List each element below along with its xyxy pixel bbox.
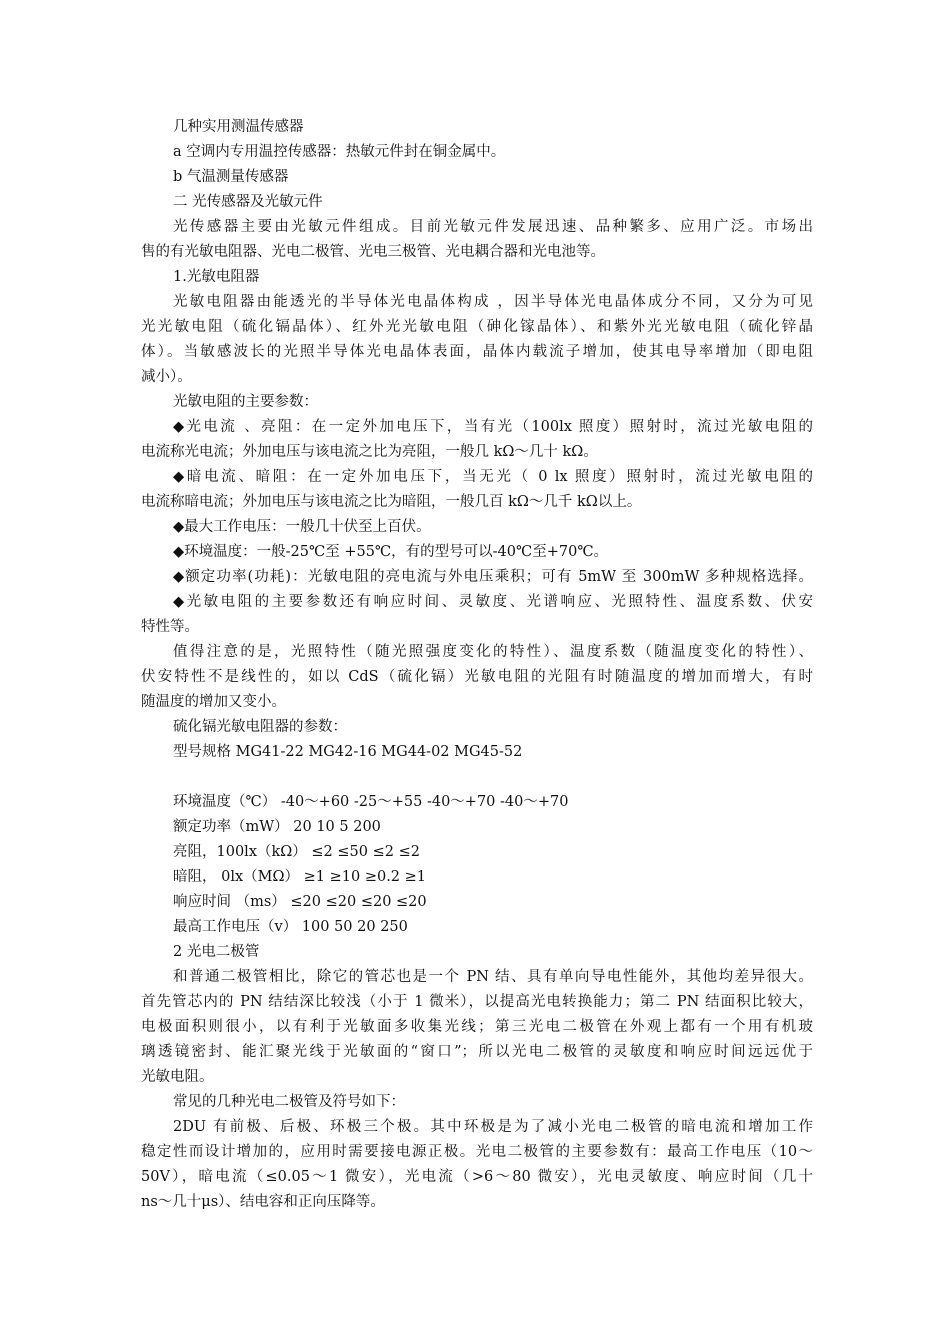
paragraph-line: 光敏电阻的主要参数： (173, 394, 318, 410)
bullet-line: ◆最大工作电压：一般几十伏至上百伏。 (173, 519, 431, 535)
paragraph-line: 光传感器主要由光敏元件组成。目前光敏元件发展迅速、品种繁多、应用广泛。市场出 (173, 219, 813, 235)
paragraph-line: 减小）。 (141, 369, 192, 385)
paragraph-line: 电极面积则很小，以有利于光敏面多收集光线；第三光电二极管在外观上都有一个用有机玻 (141, 1019, 813, 1035)
paragraph-line: a 空调内专用温控传感器：热敏元件封在铜金属中。 (173, 144, 506, 160)
bullet-line: ◆环境温度：一般-25℃至 +55℃，有的型号可以-40℃至+70℃。 (173, 544, 609, 560)
bullet-line: ◆光敏电阻的主要参数还有响应时间、灵敏度、光谱响应、光照特性、温度系数、伏安 (173, 594, 813, 610)
paragraph-line: ns～几十μs）、结电容和正向压降等。 (141, 1194, 385, 1210)
spec-table-row: 最高工作电压（v） 100 50 20 250 (173, 919, 408, 935)
spec-table-row: 暗阻， 0lx（MΩ） ≥1 ≥10 ≥0.2 ≥1 (173, 869, 427, 885)
subsection-heading: 1.光敏电阻器 (173, 269, 260, 285)
paragraph-line: 常见的几种光电二极管及符号如下： (173, 1094, 405, 1110)
spec-table-header: 型号规格 MG41-22 MG42-16 MG44-02 MG45-52 (173, 744, 523, 760)
paragraph-line: 首先管芯内的 PN 结结深比较浅（小于 1 微米），以提高光电转换能力；第二 PN 结面积比较大， (141, 994, 813, 1010)
paragraph-line: 光光敏电阻（硫化镉晶体）、红外光光敏电阻（砷化镓晶体）、和紫外光光敏电阻（硫化锌晶 (141, 319, 813, 335)
bullet-line: 特性等。 (141, 619, 199, 635)
paragraph-line: 50V），暗电流（≤0.05～1 微安），光电流（>6～80 微安），光电灵敏度、响应时间（几十 (141, 1169, 813, 1185)
paragraph-line: 伏安特性不是线性的，如以 CdS（硫化镉）光敏电阻的光阻有时随温度的增加而增大，有时 (141, 669, 813, 685)
section-title: 几种实用测温传感器 (173, 119, 304, 135)
paragraph-line: 售的有光敏电阻器、光电二极管、光电三极管、光电耦合器和光电池等。 (141, 244, 605, 260)
paragraph-line: 2DU 有前极、后极、环极三个极。其中环极是为了减小光电二极管的暗电流和增加工作 (173, 1119, 813, 1135)
paragraph-line: 稳定性而设计增加的，应用时需要接电源正极。光电二极管的主要参数有：最高工作电压（10～ (141, 1144, 813, 1160)
section-heading: 二 光传感器及光敏元件 (173, 194, 323, 210)
bullet-line: 电流称暗电流；外加电压与该电流之比为暗阻，一般几百 kΩ～几千 kΩ以上。 (141, 494, 642, 510)
paragraph-line: 随温度的增加又变小。 (141, 694, 286, 710)
paragraph-line: 璃透镜密封、能汇聚光线于光敏面的“窗口”；所以光电二极管的灵敏度和响应时间远远优于 (141, 1044, 813, 1060)
spec-table-row: 响应时间 （ms） ≤20 ≤20 ≤20 ≤20 (173, 894, 427, 910)
paragraph-line: 光敏电阻。 (141, 1069, 214, 1085)
paragraph-line: 硫化镉光敏电阻器的参数： (173, 719, 347, 735)
paragraph-line: 体）。当敏感波长的光照半导体光电晶体表面，晶体内载流子增加，使其电导率增加（即电阻 (141, 344, 813, 360)
spec-table-row: 亮阻，100lx（kΩ） ≤2 ≤50 ≤2 ≤2 (173, 844, 420, 860)
spec-table-row: 环境温度（℃） -40～+60 -25～+55 -40～+70 -40～+70 (173, 794, 569, 810)
bullet-line: ◆额定功率(功耗)：光敏电阻的亮电流与外电压乘积；可有 5mW 至 300mW 多种规格选择。 (173, 569, 813, 585)
bullet-line: ◆暗电流、暗阻：在一定外加电压下，当无光（ 0 lx 照度）照射时，流过光敏电阻的 (173, 469, 813, 485)
document-body (141, 115, 813, 1215)
blank-line (141, 765, 813, 790)
paragraph-line: 光敏电阻器由能透光的半导体光电晶体构成 ，因半导体光电晶体成分不同，又分为可见 (173, 294, 813, 310)
paragraph-line: 和普通二极管相比，除它的管芯也是一个 PN 结、具有单向导电性能外，其他均差异很大。 (173, 969, 813, 985)
spec-table-row: 额定功率（mW） 20 10 5 200 (173, 819, 381, 835)
paragraph-line: 值得注意的是，光照特性（随光照强度变化的特性）、温度系数（随温度变化的特性）、 (173, 644, 813, 660)
bullet-line: 电流称光电流；外加电压与该电流之比为亮阻，一般几 kΩ～几十 kΩ。 (141, 444, 598, 460)
bullet-line: ◆光电流 、亮阻：在一定外加电压下，当有光（100lx 照度）照射时，流过光敏电阻的 (173, 419, 813, 435)
paragraph-line: b 气温测量传感器 (173, 169, 289, 185)
subsection-heading: 2 光电二极管 (173, 944, 260, 960)
